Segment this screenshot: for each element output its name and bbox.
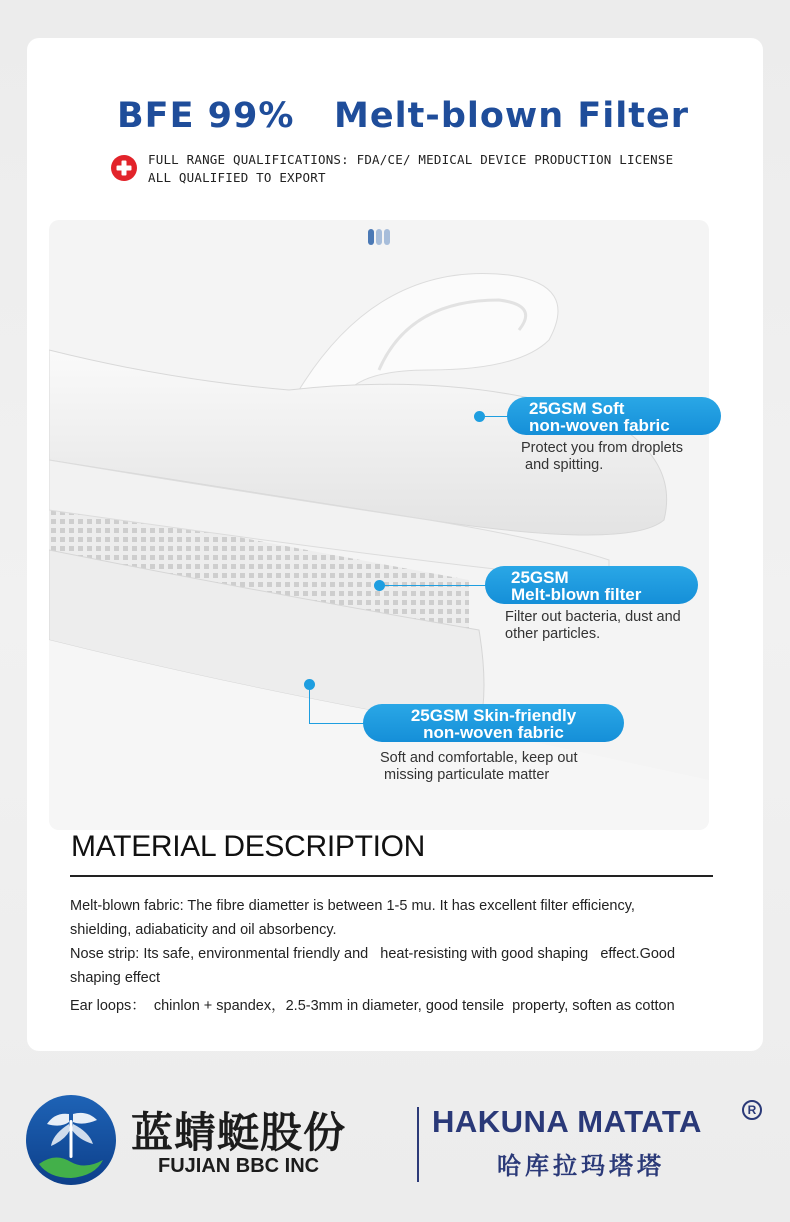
indicator-dot <box>384 229 390 245</box>
dragonfly-logo-icon <box>25 1094 117 1191</box>
material-description-heading: MATERIAL DESCRIPTION <box>71 830 426 863</box>
label-line: 25GSM Soft <box>529 399 625 418</box>
callout-dot-soft-fabric <box>474 411 485 422</box>
callout-dot-skin-fabric <box>304 679 315 690</box>
callout-dot-melt-blown <box>374 580 385 591</box>
brand-name-english: FUJIAN BBC INC <box>158 1155 320 1177</box>
partner-name-chinese: 哈库拉玛塔塔 <box>497 1151 665 1180</box>
label-soft-fabric <box>507 397 721 435</box>
brand-divider <box>417 1107 419 1182</box>
label-line: non-woven fabric <box>529 416 670 435</box>
label-melt-blown <box>485 566 698 604</box>
material-line: shielding, adiabaticity and oil absorbency. <box>70 922 337 938</box>
brand-name-chinese: 蓝蜻蜓股份 <box>131 1109 347 1156</box>
medical-cross-icon <box>111 155 137 181</box>
material-line: shaping effect <box>70 970 161 986</box>
export-text: ALL QUALIFIED TO EXPORT <box>148 170 326 185</box>
material-line: Ear loops： chinlon + spandex，2.5-3mm in diameter, good tensile property, soften as cotton <box>70 998 675 1014</box>
label-line: Melt-blown filter <box>511 585 642 604</box>
material-line: Nose strip: Its safe, environmental friendly and heat-resisting with good shaping effect.Good <box>70 946 676 962</box>
label-skin-fabric <box>363 704 624 742</box>
desc-skin-fabric <box>380 750 578 784</box>
carousel-indicator <box>368 229 392 250</box>
desc-line: Filter out bacteria, dust and <box>505 609 681 625</box>
indicator-dot <box>376 229 382 245</box>
desc-line: missing particulate matter <box>380 767 550 783</box>
callout-line <box>309 723 369 724</box>
callout-line <box>309 690 310 723</box>
desc-line: and spitting. <box>521 457 604 473</box>
material-line: Melt-blown fabric: The fibre diametter is between 1-5 mu. It has excellent filter efficiency, <box>70 898 635 914</box>
desc-line: Protect you from droplets <box>521 440 683 456</box>
label-line: 25GSM <box>511 568 569 587</box>
desc-line: Soft and comfortable, keep out <box>380 750 578 766</box>
heading-rule <box>70 875 713 877</box>
label-line: 25GSM Skin-friendly <box>410 706 577 725</box>
registered-mark-icon: R <box>742 1100 762 1120</box>
callout-line <box>385 585 490 586</box>
desc-melt-blown <box>505 609 681 643</box>
label-line: non-woven fabric <box>423 723 564 742</box>
desc-soft-fabric <box>521 440 683 474</box>
qualifications-text: FULL RANGE QUALIFICATIONS: FDA/CE/ MEDICAL DEVICE PRODUCTION LICENSE <box>148 152 674 167</box>
desc-line: other particles. <box>505 626 601 642</box>
partner-name-english: HAKUNA MATATA <box>432 1104 702 1139</box>
page-title: BFE 99% Melt-blown Filter <box>117 96 689 136</box>
indicator-dot <box>368 229 374 245</box>
